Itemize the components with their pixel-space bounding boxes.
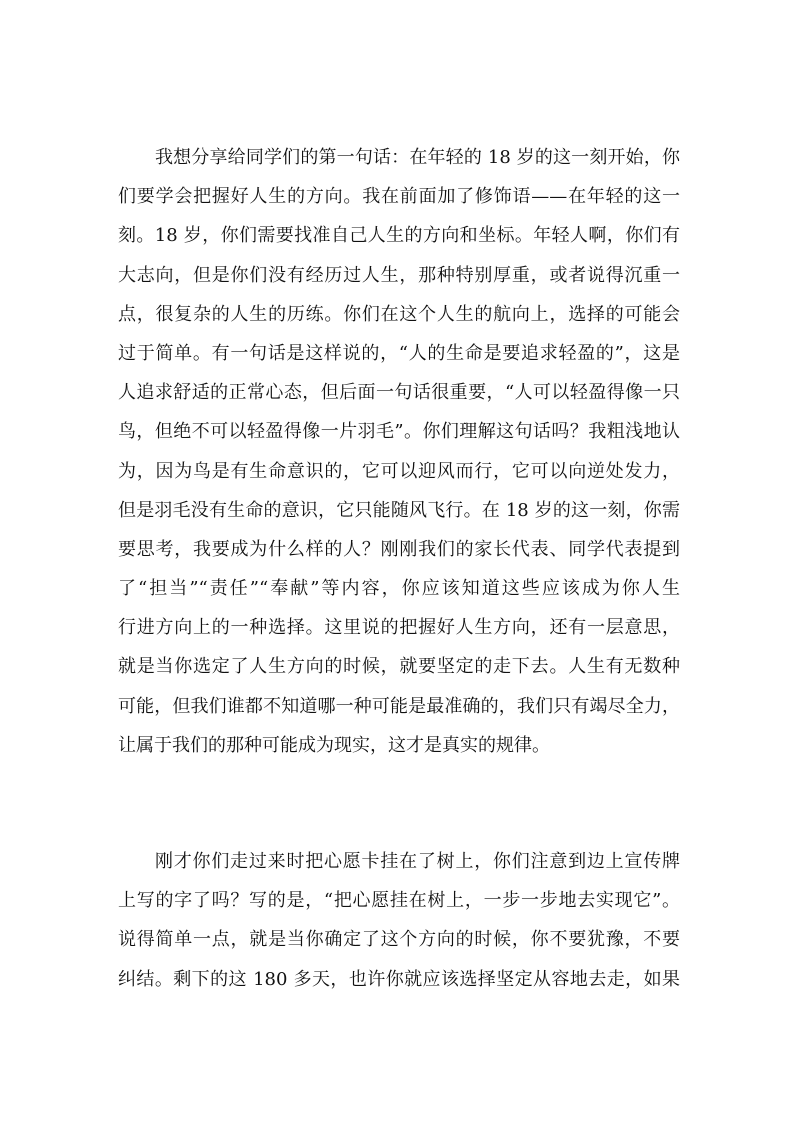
- paragraph-2: [118, 842, 680, 999]
- text-line: 们要学会把握好人生的方向。我在前面加了修饰语——在年轻的这一: [118, 186, 680, 208]
- text-line: 行进方向上的一种选择。这里说的把握好人生方向，还有一层意思，: [118, 617, 680, 639]
- text-line: 大志向，但是你们没有经历过人生，那种特别厚重，或者说得沉重一: [118, 264, 680, 286]
- text-line: 刚才你们走过来时把心愿卡挂在了树上，你们注意到边上宣传牌: [155, 851, 680, 872]
- text-line: 让属于我们的那种可能成为现实，这才是真实的规律。: [118, 734, 550, 756]
- text-line: 点，很复杂的人生的历练。你们在这个人生的航向上，选择的可能会: [118, 303, 680, 325]
- text-line: 但是羽毛没有生命的意识，它只能随风飞行。在 18 岁的这一刻，你需: [118, 499, 680, 521]
- text-line: 说得简单一点，就是当你确定了这个方向的时候，你不要犹豫，不要: [118, 929, 680, 951]
- text-line: 了“担当”“责任”“奉献”等内容，你应该知道这些应该成为你人生: [118, 578, 680, 600]
- text-line: 就是当你选定了人生方向的时候，就要坚定的走下去。人生有无数种: [118, 656, 680, 678]
- text-line: 要思考，我要成为什么样的人？刚刚我们的家长代表、同学代表提到: [118, 538, 680, 560]
- text-line: 为，因为鸟是有生命意识的，它可以迎风而行，它可以向逆处发力，: [118, 460, 680, 482]
- paragraph-1: [118, 138, 680, 765]
- text-line: 可能，但我们谁都不知道哪一种可能是最准确的，我们只有竭尽全力，: [118, 695, 680, 717]
- text-line: 人追求舒适的正常心态，但后面一句话很重要，“人可以轻盈得像一只: [118, 382, 680, 404]
- text-line: 鸟，但绝不可以轻盈得像一片羽毛”。你们理解这句话吗？我粗浅地认: [118, 421, 680, 443]
- text-line: 过于简单。有一句话是这样说的，“人的生命是要追求轻盈的”，这是: [118, 342, 680, 364]
- text-line: 上写的字了吗？写的是，“把心愿挂在树上，一步一步地去实现它”。: [118, 890, 680, 912]
- text-line: 刻。18 岁，你们需要找准自己人生的方向和坐标。年轻人啊，你们有: [118, 225, 680, 247]
- text-line: 纠结。剩下的这 180 多天，也许你就应该选择坚定从容地去走，如果: [118, 968, 680, 990]
- text-line: 我想分享给同学们的第一句话：在年轻的 18 岁的这一刻开始，你: [155, 147, 680, 168]
